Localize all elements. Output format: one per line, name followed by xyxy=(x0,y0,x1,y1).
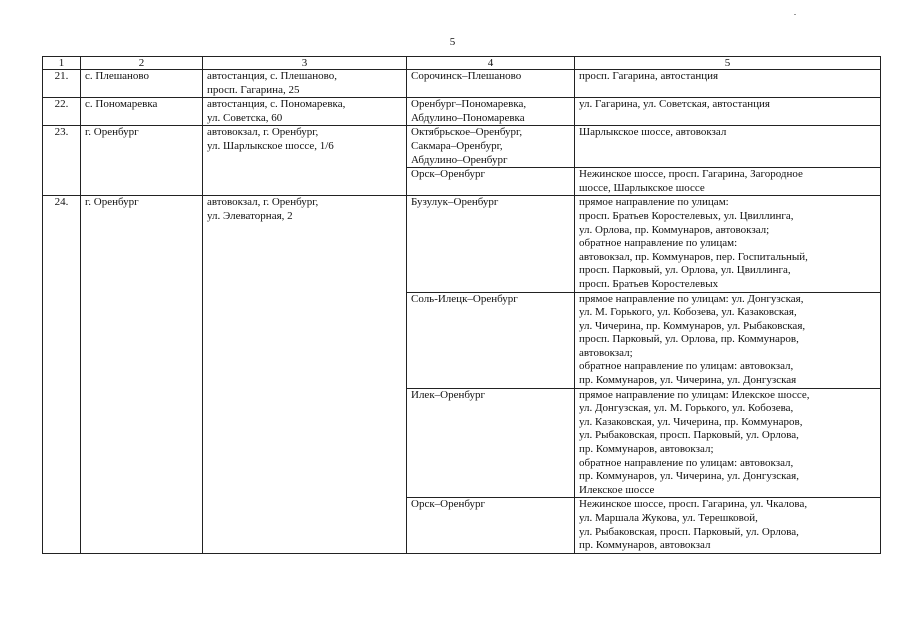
route-cell-line: Абдулино–Оренбург xyxy=(411,153,508,166)
streets-cell-line: прямое направление по улицам: ул. Донгузская, xyxy=(579,292,804,305)
settlement-cell: г. Оренбург xyxy=(81,126,203,196)
table-body xyxy=(43,70,881,554)
station-cell xyxy=(203,70,407,98)
streets-cell xyxy=(575,126,881,168)
route-cell xyxy=(407,388,575,498)
streets-cell-line: Нежинское шоссе, просп. Гагарина, ул. Чкалова, xyxy=(579,498,808,511)
header-row xyxy=(43,57,881,70)
streets-cell-line: просп. Братьев Коростелевых, ул. Цвиллинга, xyxy=(579,209,794,222)
settlement-cell: с. Плешаново xyxy=(81,70,203,98)
streets-cell-line: просп. Парковый, ул. Орлова, пр. Коммунаров, xyxy=(579,333,799,346)
table-row xyxy=(43,70,881,98)
column-header: 5 xyxy=(575,57,881,70)
streets-cell-line: ул. М. Горького, ул. Кобозева, ул. Казаковская, xyxy=(579,306,797,319)
route-cell-line: Оренбург–Пономаревка, xyxy=(411,98,527,111)
station-cell-line: ул. Советска, 60 xyxy=(207,111,283,124)
column-header: 3 xyxy=(203,57,407,70)
streets-cell-line: обратное направление по улицам: xyxy=(579,237,738,250)
streets-cell-line: прямое направление по улицам: Илекское шоссе, xyxy=(579,388,810,401)
streets-cell-line: прямое направление по улицам: xyxy=(579,196,729,209)
station-cell-line: автостанция, с. Пономаревка, xyxy=(207,98,346,111)
streets-cell-line: обратное направление по улицам: автовокзал, xyxy=(579,456,794,469)
settlement-cell: г. Оренбург xyxy=(81,196,203,553)
station-cell-line: автостанция, с. Плешаново, xyxy=(207,70,337,82)
station-cell xyxy=(203,98,407,126)
station-cell-line: автовокзал, г. Оренбург, xyxy=(207,126,319,139)
streets-cell-line: ул. Чичерина, пр. Коммунаров, ул. Рыбаковская, xyxy=(579,319,806,332)
table-row xyxy=(43,196,881,292)
streets-cell-line: ул. Орлова, пр. Коммунаров, автовокзал; xyxy=(579,223,770,236)
route-cell xyxy=(407,126,575,168)
route-cell xyxy=(407,98,575,126)
streets-cell-line: обратное направление по улицам: автовокзал, xyxy=(579,360,794,373)
streets-cell-line: Илекское шоссе xyxy=(579,483,655,496)
route-cell-line: Илек–Оренбург xyxy=(411,388,486,401)
route-cell-line: Орск–Оренбург xyxy=(411,498,486,511)
route-cell-line: Сакмара–Оренбург, xyxy=(411,139,503,152)
streets-cell-line: пр. Коммунаров, автовокзал xyxy=(579,539,711,552)
route-cell xyxy=(407,196,575,292)
route-cell xyxy=(407,292,575,388)
route-cell xyxy=(407,498,575,553)
station-cell xyxy=(203,196,407,553)
streets-cell xyxy=(575,388,881,498)
column-header: 1 xyxy=(43,57,81,70)
routes-table xyxy=(42,56,881,554)
route-cell-line: Абдулино–Пономаревка xyxy=(411,111,525,124)
row-number: 22. xyxy=(43,98,81,126)
streets-cell-line: ул. Донгузская, ул. М. Горького, ул. Кобозева, xyxy=(579,402,794,415)
route-cell-line: Сорочинск–Плешаново xyxy=(411,70,522,82)
station-cell-line: ул. Шарлыкское шоссе, 1/6 xyxy=(207,139,334,152)
station-cell-line: просп. Гагарина, 25 xyxy=(207,83,300,96)
route-cell-line: Октябрьское–Оренбург, xyxy=(411,126,523,139)
streets-cell-line: просп. Братьев Коростелевых xyxy=(579,277,719,290)
row-number: 24. xyxy=(43,196,81,553)
station-cell-line: автовокзал, г. Оренбург, xyxy=(207,196,319,209)
streets-cell-line: ул. Рыбаковская, просп. Парковый, ул. Орлова, xyxy=(579,429,799,442)
streets-cell-line: ул. Маршала Жукова, ул. Терешковой, xyxy=(579,512,758,524)
streets-cell-line: пр. Коммунаров, автовокзал; xyxy=(579,443,714,456)
streets-cell-line: пр. Коммунаров, ул. Чичерина, ул. Донгузская, xyxy=(579,470,799,483)
streets-cell-line: Нежинское шоссе, просп. Гагарина, Загородное xyxy=(579,168,803,181)
streets-cell xyxy=(575,196,881,292)
streets-cell xyxy=(575,98,881,126)
streets-cell-line: автовокзал, пр. Коммунаров, пер. Госпитальный, xyxy=(579,250,808,263)
station-cell-line: ул. Элеваторная, 2 xyxy=(207,209,293,222)
route-cell-line: Орск–Оренбург xyxy=(411,168,486,181)
scan-speck xyxy=(794,14,796,15)
station-cell xyxy=(203,126,407,196)
streets-cell xyxy=(575,498,881,553)
streets-cell-line: просп. Парковый, ул. Орлова, ул. Цвиллинга, xyxy=(579,264,791,277)
route-cell-line: Бузулук–Оренбург xyxy=(411,196,499,209)
streets-cell-line: просп. Гагарина, автостанция xyxy=(579,70,719,82)
route-cell xyxy=(407,70,575,98)
streets-cell-line: автовокзал; xyxy=(579,346,633,359)
streets-cell-line: шоссе, Шарлыкское шоссе xyxy=(579,181,705,194)
column-header: 2 xyxy=(81,57,203,70)
streets-cell-line: ул. Рыбаковская, просп. Парковый, ул. Орлова, xyxy=(579,525,799,538)
streets-cell-line: Шарлыкское шоссе, автовокзал xyxy=(579,126,727,139)
streets-cell-line: пр. Коммунаров, ул. Чичерина, ул. Донгузская xyxy=(579,374,797,387)
table-row xyxy=(43,126,881,168)
row-number: 21. xyxy=(43,70,81,98)
streets-cell xyxy=(575,292,881,388)
row-number: 23. xyxy=(43,126,81,196)
column-header: 4 xyxy=(407,57,575,70)
streets-cell xyxy=(575,70,881,98)
page-number: 5 xyxy=(449,36,456,48)
streets-cell-line: ул. Гагарина, ул. Советская, автостанция xyxy=(579,98,770,111)
route-cell xyxy=(407,168,575,196)
route-cell-line: Соль-Илецк–Оренбург xyxy=(411,292,518,305)
settlement-cell: с. Пономаревка xyxy=(81,98,203,126)
table-row xyxy=(43,98,881,126)
streets-cell-line: ул. Казаковская, ул. Чичерина, пр. Коммунаров, xyxy=(579,415,803,428)
streets-cell xyxy=(575,168,881,196)
